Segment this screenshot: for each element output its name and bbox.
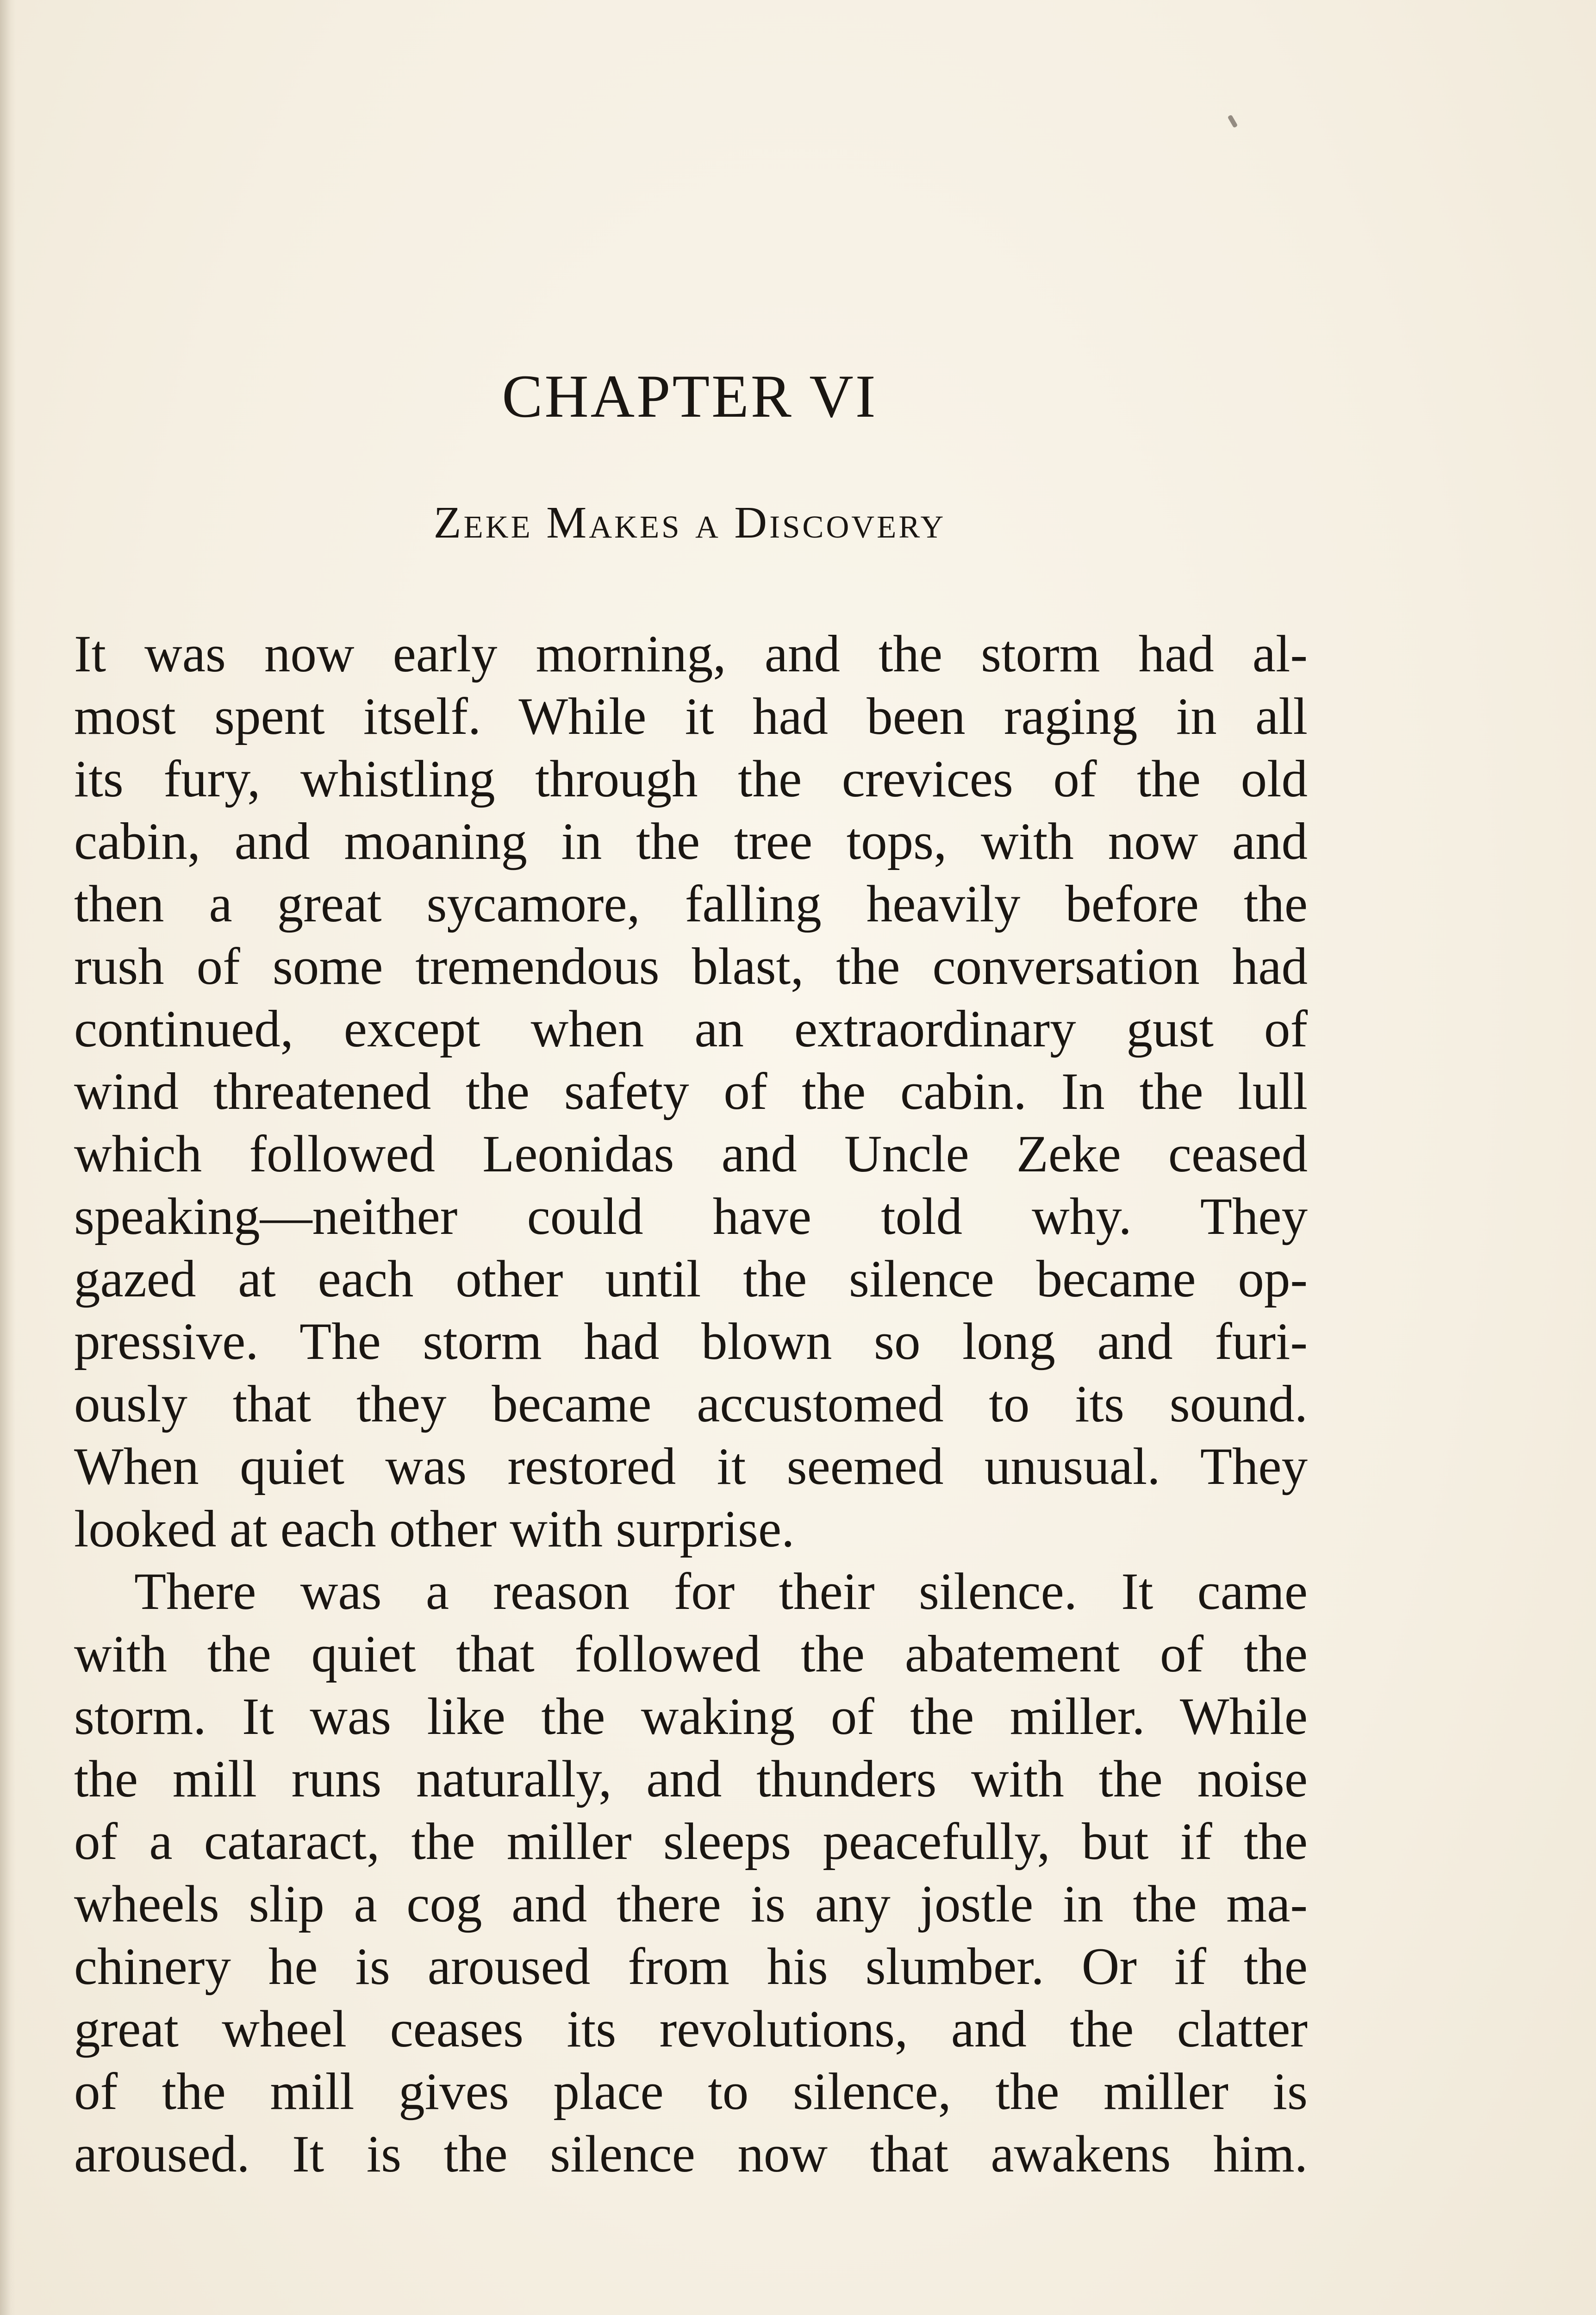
text-line: its fury, whistling through the crevices of the old <box>74 750 1308 808</box>
chapter-title: Zeke Makes a Discovery <box>433 498 946 548</box>
text-line: There was a reason for their silence. It came <box>134 1563 1308 1620</box>
text-line: aroused. It is the silence now that awakens him. <box>74 2125 1308 2183</box>
text-line: ously that they became accustomed to its sound. <box>74 1375 1308 1433</box>
text-line: of the mill gives place to silence, the miller is <box>74 2063 1308 2121</box>
text-line: which followed Leonidas and Uncle Zeke ceased <box>74 1125 1308 1183</box>
text-line: speaking—neither could have told why. They <box>74 1188 1308 1245</box>
text-line: of a cataract, the miller sleeps peacefully, but if the <box>74 1813 1308 1871</box>
text-line: then a great sycamore, falling heavily before the <box>74 875 1308 933</box>
text-line: wheels slip a cog and there is any jostle in the ma- <box>74 1875 1308 1933</box>
text-line: wind threatened the safety of the cabin. In the lull <box>74 1063 1308 1120</box>
text-line: chinery he is aroused from his slumber. Or if the <box>74 1938 1308 1996</box>
text-line: storm. It was like the waking of the miller. While <box>74 1688 1308 1746</box>
text-line: the mill runs naturally, and thunders with the noise <box>74 1750 1308 1808</box>
text-line: with the quiet that followed the abatement of the <box>74 1625 1308 1683</box>
text-line: pressive. The storm had blown so long and furi- <box>74 1313 1308 1370</box>
text-line: continued, except when an extraordinary gust of <box>74 1000 1308 1058</box>
text-line: gazed at each other until the silence became op- <box>74 1250 1308 1308</box>
page-gutter-edge <box>0 0 16 2315</box>
text-line: cabin, and moaning in the tree tops, with now and <box>74 813 1308 870</box>
text-line: rush of some tremendous blast, the conversation had <box>74 938 1308 995</box>
text-line: looked at each other with surprise. <box>74 1500 795 1558</box>
chapter-number: CHAPTER VI <box>502 362 878 430</box>
text-line: When quiet was restored it seemed unusual. They <box>74 1438 1308 1495</box>
paper-speck <box>1228 114 1238 128</box>
text-line: great wheel ceases its revolutions, and the clatter <box>74 2000 1308 2058</box>
text-line: It was now early morning, and the storm had al- <box>74 625 1308 683</box>
text-line: most spent itself. While it had been raging in all <box>74 688 1308 745</box>
body-text <box>74 623 1308 2185</box>
